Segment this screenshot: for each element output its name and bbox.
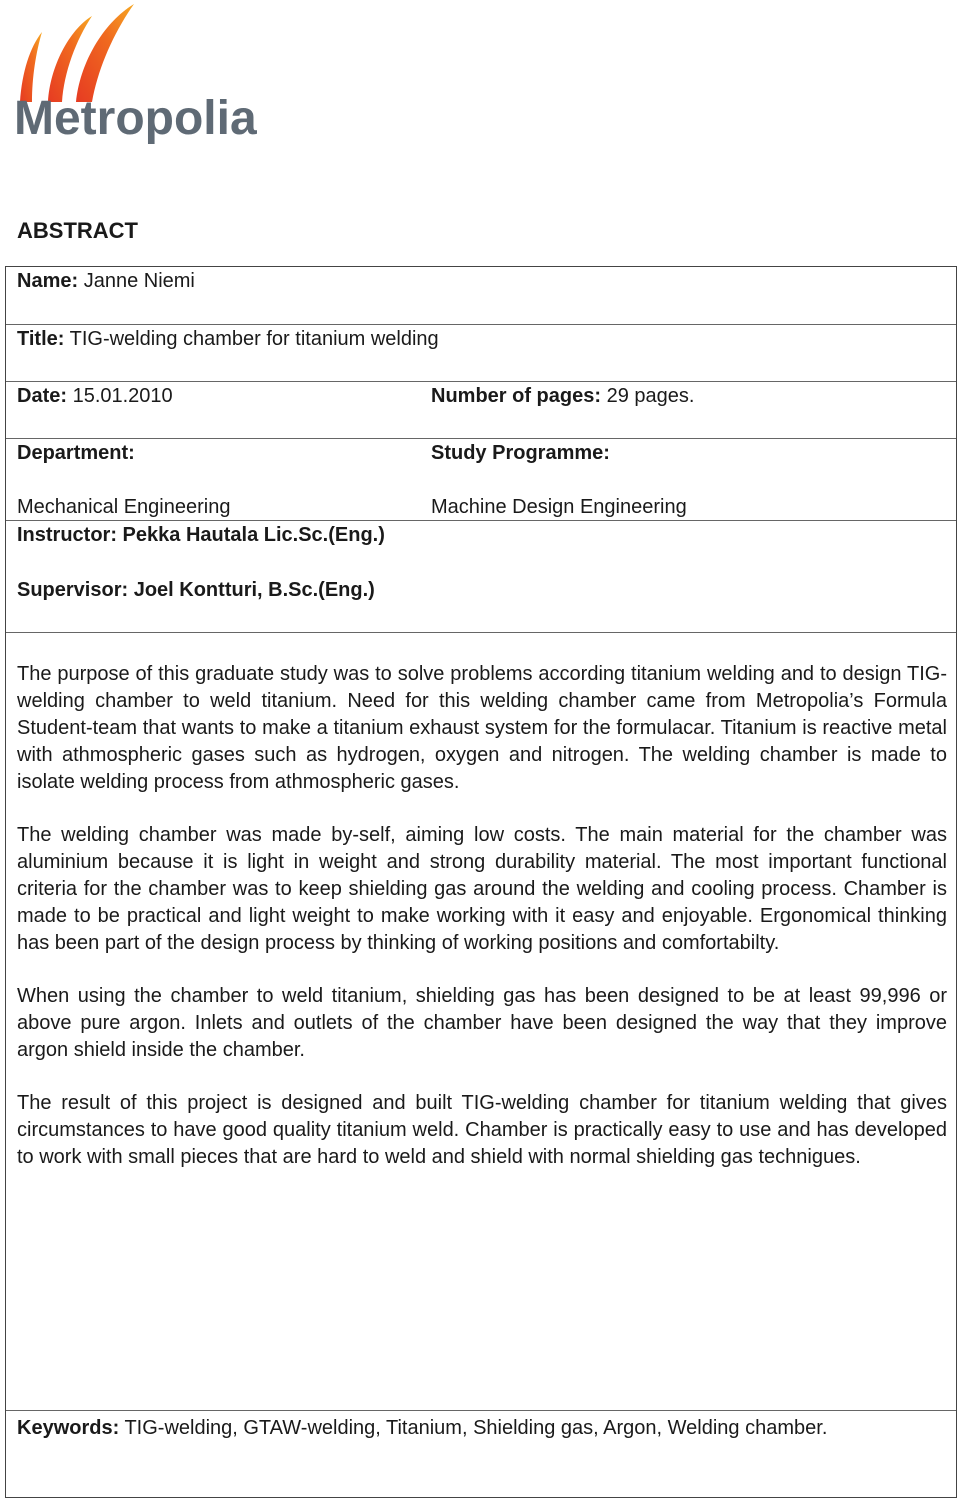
- department-value: Mechanical Engineering: [17, 496, 231, 518]
- abstract-body-row: [6, 633, 956, 1411]
- title-label: Title:: [17, 328, 65, 350]
- instructor-row: [6, 521, 956, 633]
- logo-wordmark: Metropolia: [14, 92, 257, 145]
- keywords-label: Keywords:: [17, 1417, 120, 1439]
- date-value: 15.01.2010: [72, 385, 173, 407]
- programme-value: Machine Design Engineering: [431, 496, 687, 518]
- abstract-paragraph-1: The purpose of this graduate study was to solve problems according titanium welding and to design TIG-welding chamber to weld titanium. Need for this welding chamber came from Metropolia’s Formula Student-team that wants to make a titanium exhaust system for the formulacar. Titanium is reactive metal with athmospheric gases such as hydrogen, oxygen and nitrogen. The welding chamber is made to isolate welding process from athmospheric gases.: [17, 663, 947, 793]
- abstract-paragraph-4: The result of this project is designed and built TIG-welding chamber for titanium welding that gives circumstances to have good quality titanium weld. Chamber is practically easy to use and has developed to work with small pieces that are hard to weld and shield with normal shielding gas technigues.: [17, 1092, 947, 1168]
- department-row: [6, 439, 956, 521]
- title-row: [6, 325, 956, 382]
- programme-label: Study Programme:: [431, 442, 610, 464]
- metropolia-logo: [14, 2, 284, 147]
- name-value: Janne Niemi: [83, 270, 195, 292]
- abstract-heading: ABSTRACT: [17, 218, 138, 243]
- date-row: [6, 382, 956, 439]
- supervisor-text: Supervisor: Joel Kontturi, B.Sc.(Eng.): [17, 579, 375, 601]
- title-value: TIG-welding chamber for titanium welding: [69, 328, 439, 350]
- keywords-value: TIG-welding, GTAW-welding, Titanium, Shielding gas, Argon, Welding chamber.: [124, 1417, 828, 1439]
- abstract-paragraph-3: When using the chamber to weld titanium, shielding gas has been designed to be at least 99,996 or above pure argon. Inlets and outlets of the chamber have been designed the way that they improve argon shield inside the chamber.: [17, 985, 947, 1061]
- date-label: Date:: [17, 385, 68, 407]
- department-label: Department:: [17, 442, 135, 464]
- abstract-form: [5, 266, 957, 1498]
- abstract-paragraph-2: The welding chamber was made by-self, aiming low costs. The main material for the chamber was aluminium because it is light in weight and strong durability material. The most important functional criteria for the chamber was to keep shielding gas around the welding and cooling process. Chamber is made to be practical and light weight to make working with it easy and enjoyable. Ergonomical thinking has been part of the design process by thinking of working positions and comfortabilty.: [17, 824, 947, 954]
- abstract-text: [17, 661, 947, 1171]
- keywords-row: [6, 1411, 956, 1497]
- pages-value: 29 pages.: [606, 385, 695, 407]
- instructor-text: Instructor: Pekka Hautala Lic.Sc.(Eng.): [17, 524, 385, 546]
- name-row: [6, 267, 956, 325]
- name-label: Name:: [17, 270, 79, 292]
- pages-label: Number of pages:: [431, 385, 602, 407]
